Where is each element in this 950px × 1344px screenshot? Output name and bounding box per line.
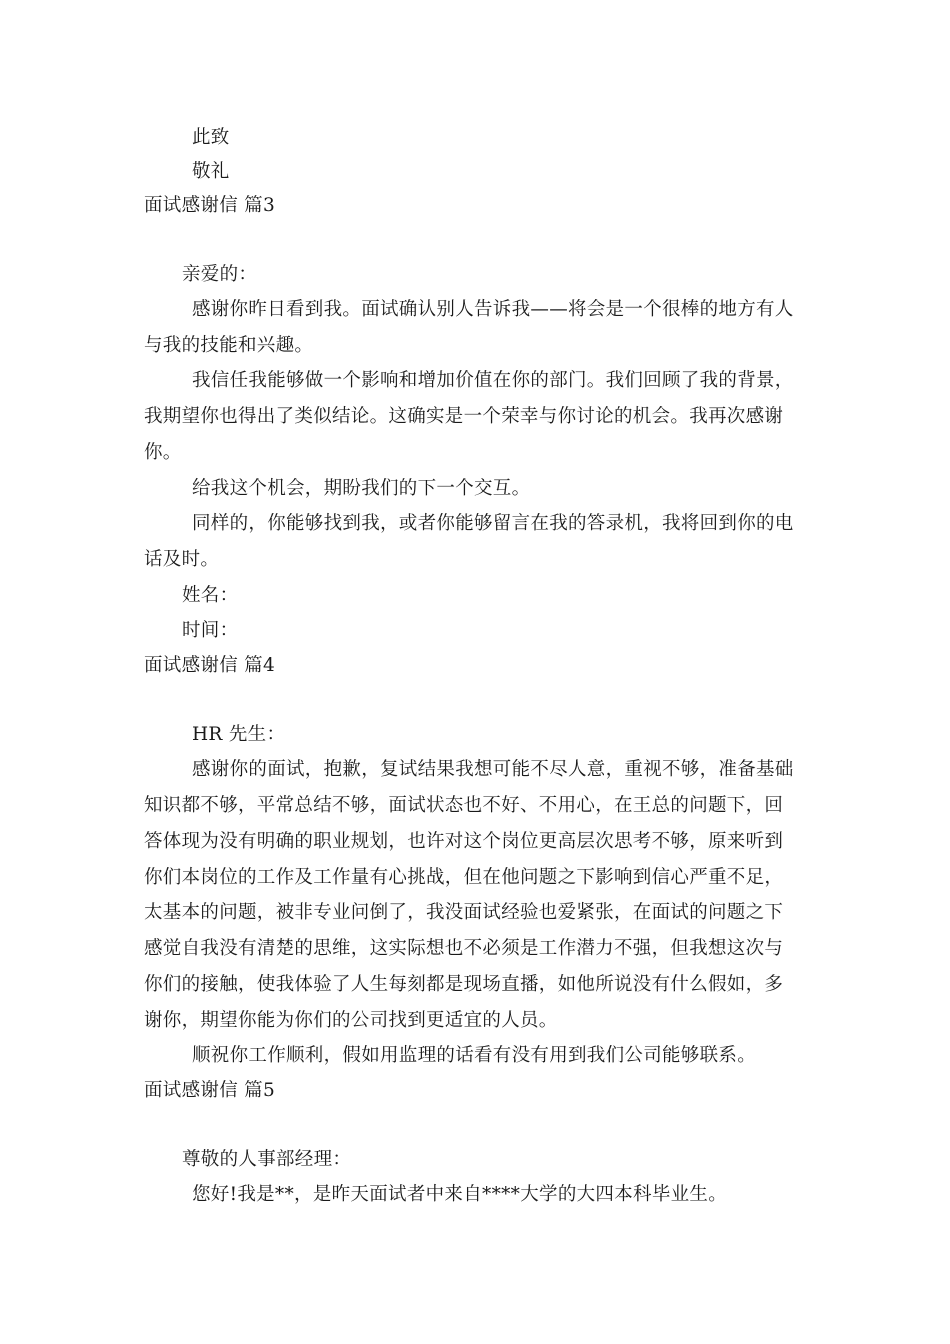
section-heading: 面试感谢信 篇5	[144, 1080, 276, 1101]
letter-greeting: 尊敬的人事部经理：	[182, 1149, 352, 1170]
section-heading: 面试感谢信 篇4	[144, 655, 276, 676]
paragraph-line: 你们本岗位的工作及工作量有心挑战，但在他问题之下影响到信心严重不足，	[144, 867, 784, 888]
paragraph-line: 感谢你昨日看到我。面试确认别人告诉我——将会是一个很棒的地方有人	[192, 299, 794, 320]
closing-regards: 敬礼	[192, 161, 230, 182]
paragraph-line: 话及时。	[144, 549, 220, 570]
paragraph-line: 我期望你也得出了类似结论。这确实是一个荣幸与你讨论的机会。我再次感谢	[144, 406, 784, 427]
paragraph-line: 谢你，期望你能为你们的公司找到更适宜的人员。	[144, 1010, 558, 1031]
paragraph-line: 答体现为没有明确的职业规划，也许对这个岗位更高层次思考不够，原来听到	[144, 831, 784, 852]
signature-date: 时间：	[182, 620, 239, 641]
paragraph-line: 同样的，你能够找到我，或者你能够留言在我的答录机，我将回到你的电	[192, 513, 794, 534]
paragraph-line: 你。	[144, 442, 182, 463]
paragraph-line: 感觉自我没有清楚的思维，这实际想也不必须是工作潜力不强，但我想这次与	[144, 938, 784, 959]
paragraph-line: 我信任我能够做一个影响和增加价值在你的部门。我们回顾了我的背景，	[192, 370, 794, 391]
paragraph-line: 您好!我是**，是昨天面试者中来自****大学的大四本科毕业生。	[192, 1184, 728, 1205]
paragraph-line: 你们的接触，使我体验了人生每刻都是现场直播，如他所说没有什么假如，多	[144, 974, 784, 995]
paragraph-line: 太基本的问题，被非专业问倒了，我没面试经验也爱紧张，在面试的问题之下	[144, 902, 784, 923]
paragraph-line: 知识都不够，平常总结不够，面试状态也不好、不用心，在王总的问题下，回	[144, 795, 784, 816]
letter-greeting: 亲爱的：	[182, 264, 258, 285]
closing-salutation: 此致	[192, 127, 230, 148]
paragraph-line: 与我的技能和兴趣。	[144, 335, 314, 356]
section-heading: 面试感谢信 篇3	[144, 195, 276, 216]
paragraph-line: 感谢你的面试，抱歉，复试结果我想可能不尽人意，重视不够，准备基础	[192, 759, 794, 780]
signature-name: 姓名：	[182, 585, 239, 606]
paragraph-line: 给我这个机会，期盼我们的下一个交互。	[192, 478, 531, 499]
letter-greeting: HR 先生：	[192, 724, 286, 745]
paragraph-line: 顺祝你工作顺利，假如用监理的话看有没有用到我们公司能够联系。	[192, 1045, 757, 1066]
